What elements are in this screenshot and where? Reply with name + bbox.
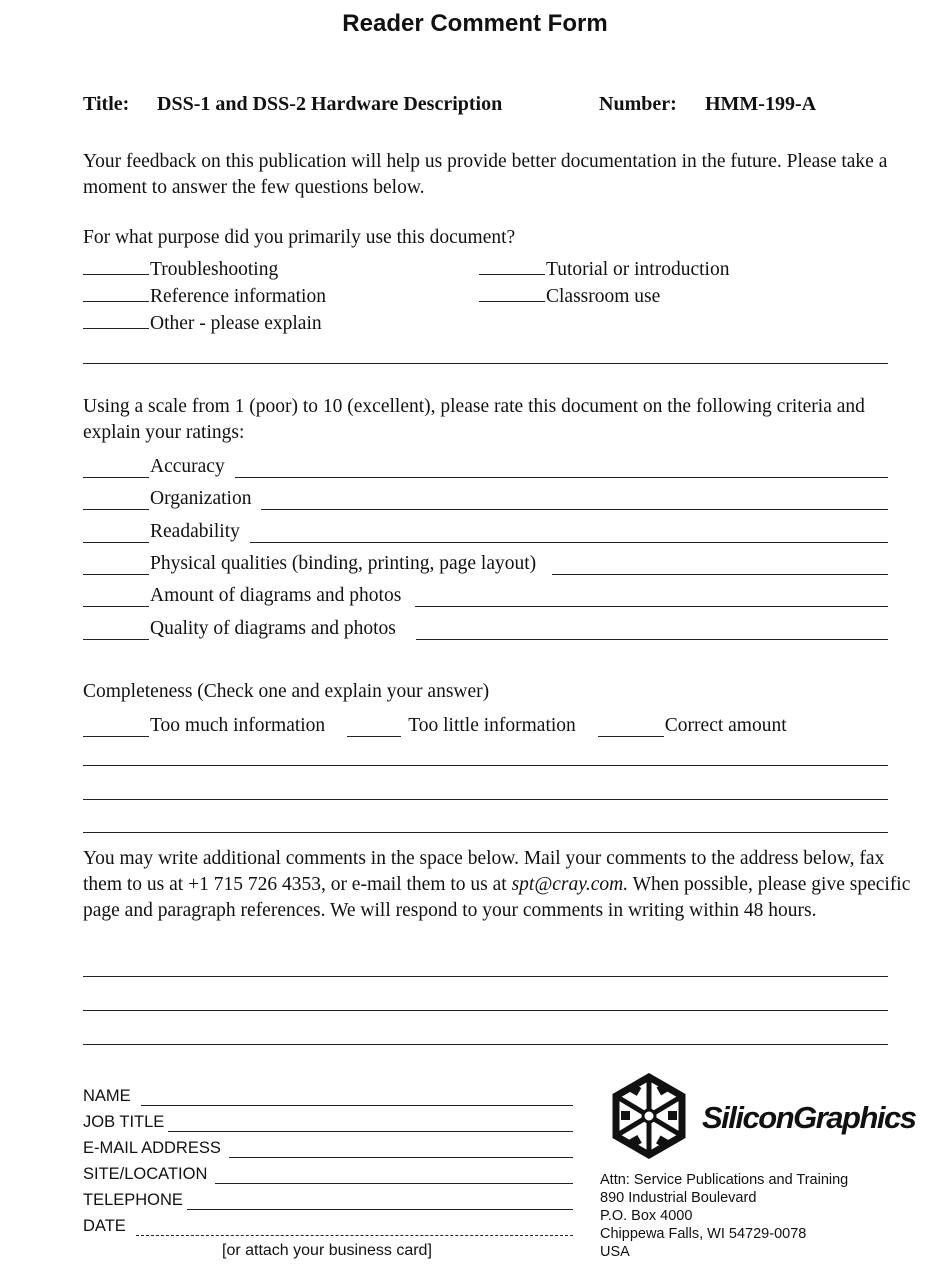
comments-instructions: You may write additional comments in the space below. Mail your comments to the address below, fax them to us at +1 715 726 4353, or e-mail them to us at spt@cray.com. When possible, please give specific page and paragraph references. We will respond to your comments in writing within 48 hours. [83, 848, 911, 921]
business-card-note: [or attach your business card] [222, 1242, 432, 1259]
answer-blank[interactable] [83, 556, 149, 575]
date-field[interactable]: DATE [83, 1214, 573, 1236]
completeness-option[interactable]: Correct amount [598, 715, 787, 737]
comment-line[interactable] [83, 1044, 888, 1045]
answer-blank[interactable] [598, 718, 664, 737]
name-field[interactable]: NAME [83, 1084, 573, 1106]
explain-line[interactable] [415, 589, 888, 607]
purpose-option[interactable]: Reference information [83, 283, 326, 310]
rating-row[interactable]: Quality of diagrams and photos [83, 614, 888, 640]
explain-line[interactable] [83, 363, 888, 364]
purpose-option[interactable]: Troubleshooting [83, 256, 278, 283]
explain-line[interactable] [261, 492, 888, 510]
explain-line[interactable] [416, 622, 888, 640]
comment-line[interactable] [83, 1010, 888, 1011]
rating-row[interactable]: Readability [83, 517, 888, 543]
site-location-field[interactable]: SITE/LOCATION [83, 1162, 573, 1184]
rating-row[interactable]: Amount of diagrams and photos [83, 581, 888, 607]
brand-name: SiliconGraphics [702, 1100, 916, 1135]
answer-blank[interactable] [83, 310, 149, 329]
explain-line[interactable] [83, 765, 888, 766]
purpose-option[interactable]: Classroom use [479, 283, 660, 310]
answer-blank[interactable] [479, 256, 545, 275]
explain-line[interactable] [83, 799, 888, 800]
rating-row[interactable]: Accuracy [83, 452, 888, 478]
email-field[interactable]: E-MAIL ADDRESS [83, 1136, 573, 1158]
form-title: Reader Comment Form [342, 10, 608, 37]
completeness-option[interactable]: Too little information [347, 715, 576, 737]
completeness-options [83, 711, 809, 737]
explain-line[interactable] [552, 557, 888, 575]
email-address: spt@cray.com. [511, 874, 629, 895]
explain-line[interactable] [83, 832, 888, 833]
answer-blank[interactable] [83, 588, 149, 607]
silicon-graphics-cube-icon [604, 1071, 694, 1161]
mailing-address: Attn: Service Publications and Training 890 Industrial Boulevard P.O. Box 4000 Chippewa Falls, WI 54729-0078 USA [600, 1172, 849, 1260]
comment-line[interactable] [83, 976, 888, 977]
completeness-question: Completeness (Check one and explain your answer) [83, 681, 490, 702]
answer-blank[interactable] [83, 491, 149, 510]
number-label: Number: [599, 93, 677, 115]
purpose-option[interactable]: Tutorial or introduction [479, 256, 729, 283]
document-number: HMM-199-A [705, 93, 817, 115]
explain-line[interactable] [235, 460, 888, 478]
answer-blank[interactable] [347, 718, 401, 737]
title-label: Title: [83, 93, 130, 115]
rating-row[interactable]: Organization [83, 484, 888, 510]
answer-blank[interactable] [83, 459, 149, 478]
completeness-option[interactable]: Too much information [83, 715, 325, 737]
purpose-option[interactable]: Other - please explain [83, 310, 322, 337]
answer-blank[interactable] [83, 718, 149, 737]
answer-blank[interactable] [83, 283, 149, 302]
answer-blank[interactable] [83, 524, 149, 543]
answer-blank[interactable] [83, 256, 149, 275]
job-title-field[interactable]: JOB TITLE [83, 1110, 573, 1132]
document-title: DSS-1 and DSS-2 Hardware Description [157, 93, 503, 115]
answer-blank[interactable] [83, 621, 149, 640]
rating-row[interactable]: Physical qualities (binding, printing, page layout) [83, 549, 888, 575]
purpose-question: For what purpose did you primarily use this document? [83, 227, 516, 248]
answer-blank[interactable] [479, 283, 545, 302]
explain-line[interactable] [250, 525, 888, 543]
telephone-field[interactable]: TELEPHONE [83, 1188, 573, 1210]
intro-text: Your feedback on this publication will help us provide better documentation in the future. Please take a moment to answer the few questions below. [83, 151, 888, 198]
rating-instructions: Using a scale from 1 (poor) to 10 (excellent), please rate this document on the following criteria and explain your ratings: [83, 396, 865, 443]
